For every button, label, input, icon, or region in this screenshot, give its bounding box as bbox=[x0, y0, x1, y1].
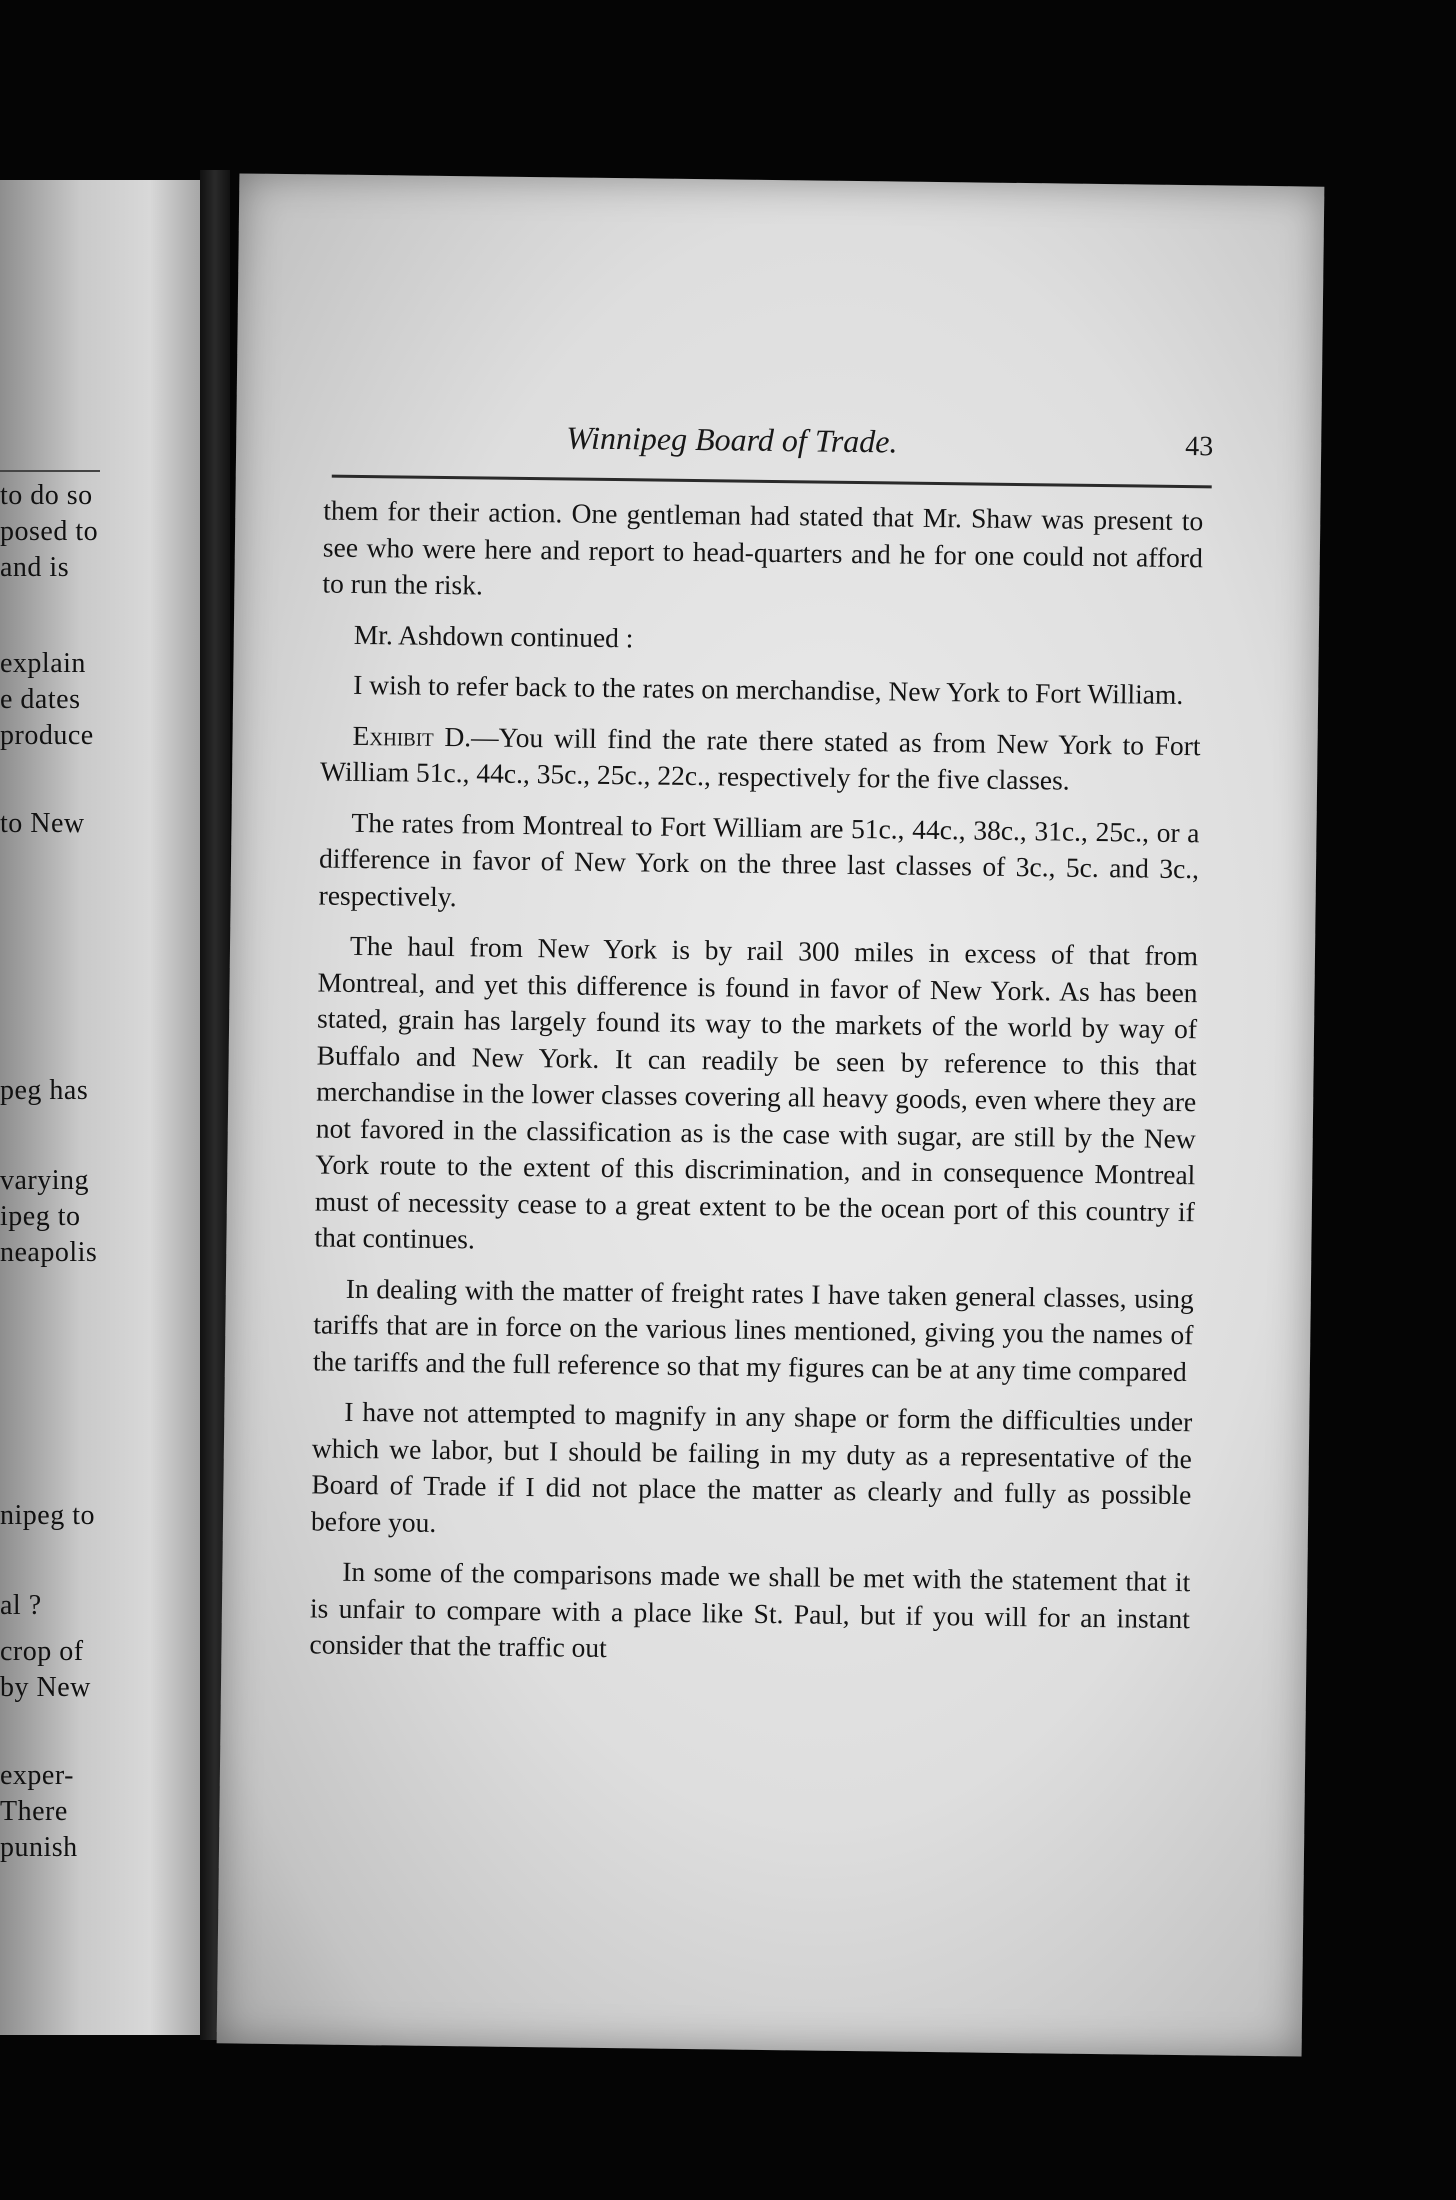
page-body bbox=[309, 492, 1203, 1687]
left-page-line: punish bbox=[0, 1832, 78, 1863]
left-page-line: e dates bbox=[0, 684, 81, 715]
page-number: 43 bbox=[1185, 431, 1214, 463]
left-page-line: explain bbox=[0, 648, 86, 679]
book-page bbox=[217, 173, 1325, 2056]
paragraph-4 bbox=[320, 717, 1201, 801]
paragraph-7: In dealing with the matter of freight rates I have taken general classes, using tariffs that are in force on the various lines mentioned, giving you the names of the tariffs and the full reference so that my figures can be at any time compared bbox=[312, 1272, 1194, 1387]
header-rule bbox=[332, 475, 1212, 489]
paragraph-8: I have not attempted to magnify in any shape or form the difficulties under which we labor, but I should be failing in my duty as a representative of the Board of Trade if I did not place the matter as clearly and fully as possible before you. bbox=[310, 1395, 1193, 1538]
paragraph-6: The haul from New York is by rail 300 miles in excess of that from Montreal, and yet this difference is found in favor of New York. As has been stated, grain has largely found its way to the markets of the world by way of Buffalo and New York. It can readily be seen by reference to this that merchandise in the lower classes covering all heavy goods, even where they are not favored in the classification as is the case with sugar, are still by the New York route to the extent of this discrimination, and in consequence Montreal must of necessity cease to a great extent to be the ocean port of this country if that continues. bbox=[314, 929, 1199, 1255]
left-page-line: al ? bbox=[0, 1590, 42, 1621]
paragraph-3: I wish to refer back to the rates on merchandise, New York to Fort William. bbox=[353, 668, 1184, 711]
paragraph-9: In some of the comparisons made we shall be met with the statement that it is unfair to compare with a place like St. Paul, but if you will for an instant consider that the traffic out bbox=[309, 1555, 1191, 1664]
running-title: Winnipeg Board of Trade. bbox=[566, 419, 898, 460]
left-page-line: There bbox=[0, 1796, 68, 1827]
left-page-line: by New bbox=[0, 1672, 91, 1703]
left-page-line: ipeg to bbox=[0, 1201, 81, 1232]
running-head bbox=[236, 415, 1321, 468]
left-page-line: nipeg to bbox=[0, 1500, 95, 1531]
left-page-line: to New bbox=[0, 808, 85, 839]
paragraph-5: The rates from Montreal to Fort William are 51c., 44c., 38c., 31c., 25c., or a difference in favor of New York on the three last classes of 3c., 5c. and 3c., respectively. bbox=[318, 806, 1200, 912]
left-page-line: and is bbox=[0, 552, 70, 583]
exhibit-label: Exhibit D. bbox=[352, 719, 472, 752]
left-page-line: crop of bbox=[0, 1636, 84, 1667]
left-page-line: neapolis bbox=[0, 1237, 98, 1268]
left-page-line: to do so bbox=[0, 480, 93, 511]
left-page-line: produce bbox=[0, 720, 94, 751]
paragraph-2: Mr. Ashdown continued : bbox=[353, 618, 634, 653]
left-page-line: varying bbox=[0, 1165, 90, 1196]
left-page-line: exper- bbox=[0, 1760, 74, 1791]
left-facing-page bbox=[0, 180, 206, 2035]
left-page-rule bbox=[0, 470, 100, 472]
left-page-line: peg has bbox=[0, 1075, 89, 1106]
paragraph-4-text: —You will find the rate there stated as from New York to Fort William 51c., 44c., 35c., 25c., 22c., respectively for the five classes. bbox=[319, 720, 1201, 796]
paragraph-1: them for their action. One gentleman had stated that Mr. Shaw was present to see who were here and report to head-quarters and he for one could not afford to run the risk. bbox=[322, 494, 1204, 601]
left-page-line: posed to bbox=[0, 516, 99, 547]
